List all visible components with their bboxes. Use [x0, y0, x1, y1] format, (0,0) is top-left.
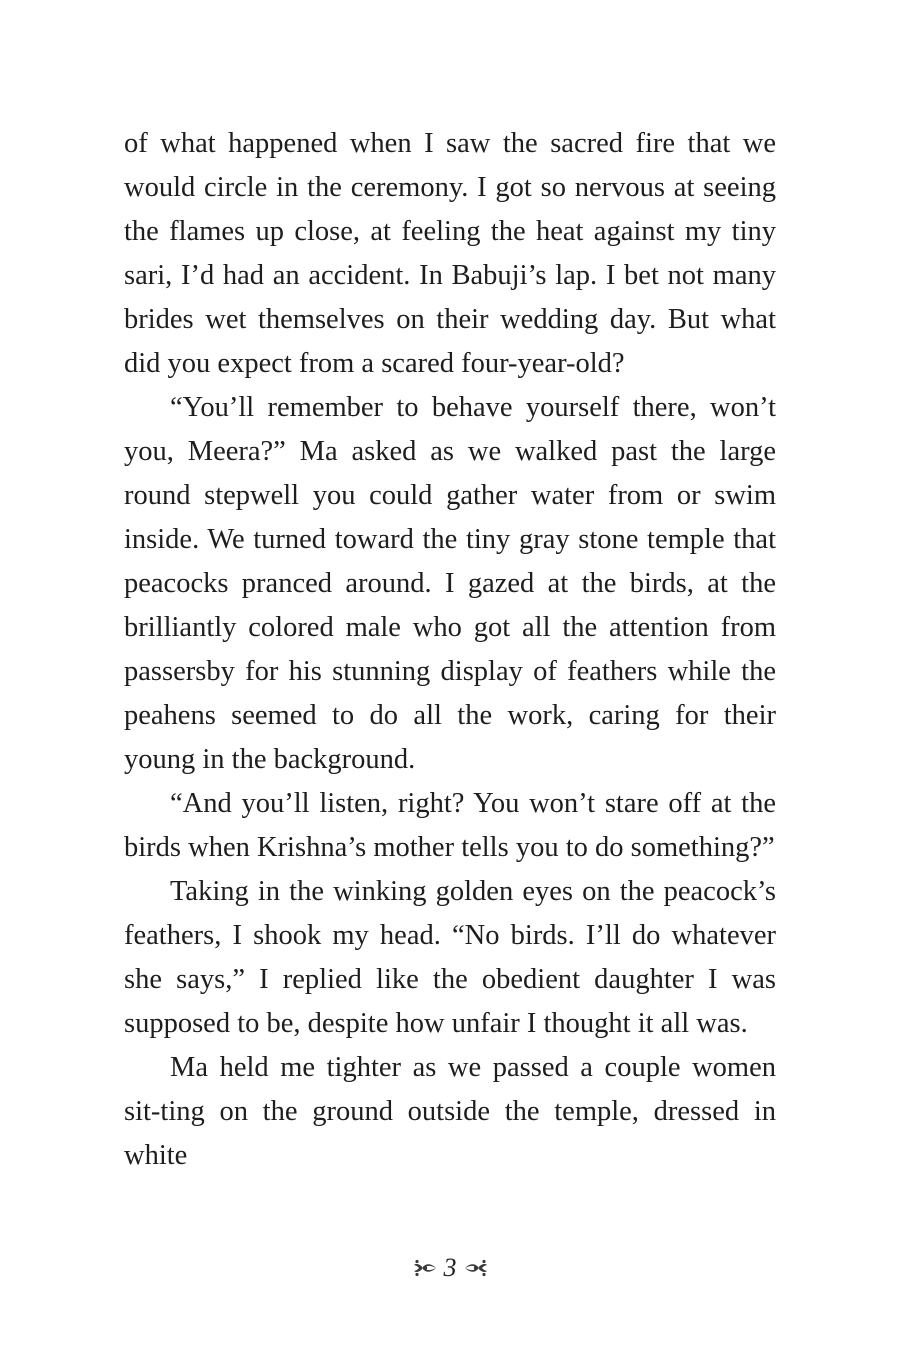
body-text [124, 122, 776, 1178]
fleuron-left-icon [412, 1258, 438, 1278]
paragraph-continued: of what happened when I saw the sacred fire that we would circle in the ceremony. I got so nervous at seeing the flames up close, at feeling the heat against my tiny sari, I’d had an accident. In Babuji’s lap. I bet not many brides wet themselves on their wedding day. But what did you expect from a scared four-year-old? [124, 128, 776, 379]
page-footer [0, 1248, 900, 1288]
fleuron-right-icon [463, 1258, 489, 1278]
paragraph-continues: Ma held me tighter as we passed a couple women sit-ting on the ground outside the temple, dressed in white [124, 1052, 776, 1171]
paragraph: “You’ll remember to behave yourself there, won’t you, Meera?” Ma asked as we walked past the large round stepwell you could gather water from or swim inside. We turned toward the tiny gray stone temple that peacocks pranced around. I gazed at the birds, at the brilliantly colored male who got all the attention from passersby for his stunning display of feathers while the peahens seemed to do all the work, caring for their young in the background. [124, 392, 776, 775]
page-number: 3 [443, 1253, 457, 1282]
paragraph: “And you’ll listen, right? You won’t stare off at the birds when Krishna’s mother tells you to do something?” [124, 788, 776, 863]
paragraph: Taking in the winking golden eyes on the peacock’s feathers, I shook my head. “No birds. I’ll do whatever she says,” I replied like the obedient daughter I was supposed to be, despite how unfair I thought it all was. [124, 876, 776, 1039]
